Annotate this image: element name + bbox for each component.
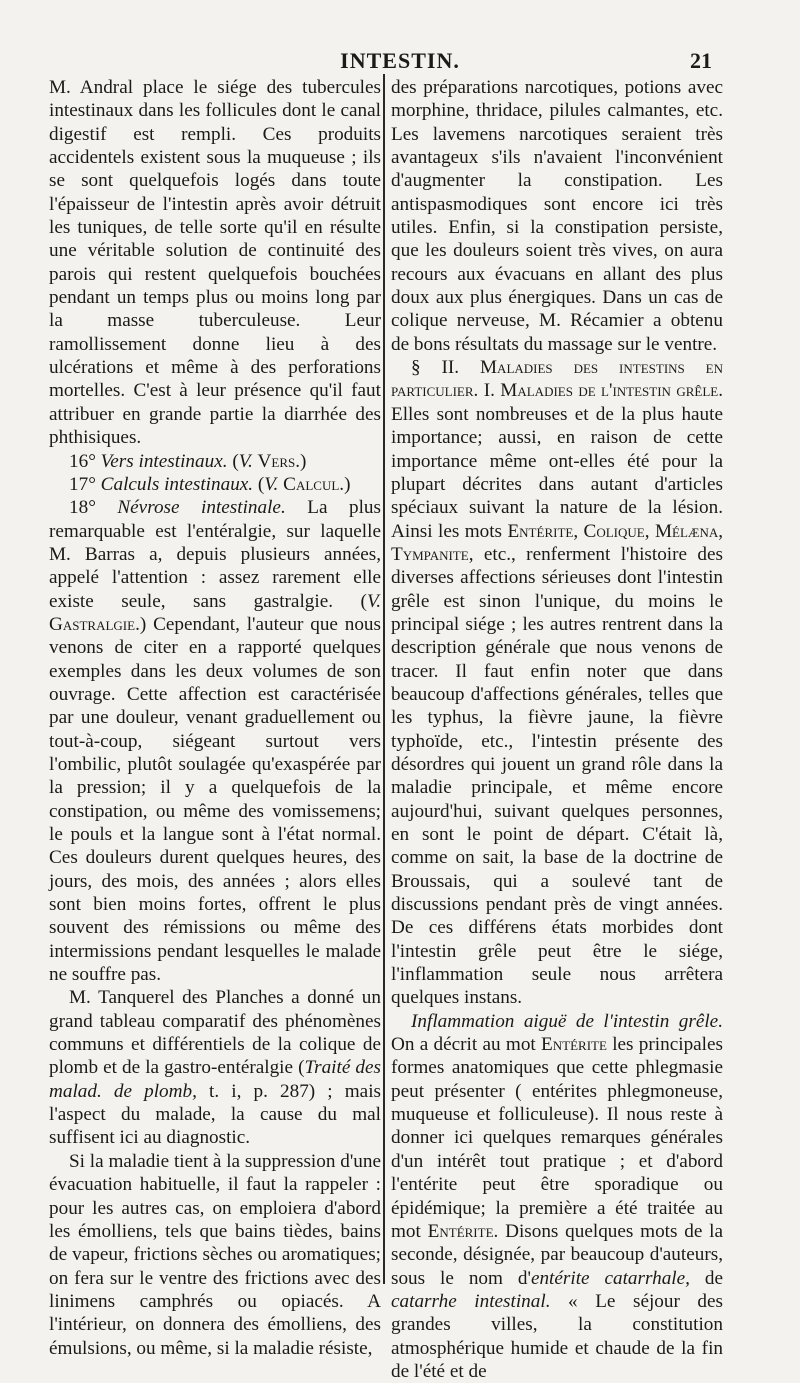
- small-caps-text: Entérite: [541, 1034, 607, 1056]
- italic-text: Névrose intestinale.: [117, 497, 286, 519]
- text-run: de: [689, 1267, 723, 1289]
- small-caps-text: Mélæna: [654, 520, 719, 542]
- small-caps-text: Vers: [257, 450, 296, 472]
- text-run: .) Cependant, l'auteur que nous venons de citer en a rapporté quelques exemples dans les deux volumes de son ouvrage. Cette affection est caractérisée par une douleur, venant graduellement ou tout-à-coup, siégeant surtout vers l'ombilic, plutôt soulagée qu'exaspérée par la pression; il y a quelquefois de la constipation, ou même des vomissemens; le pouls et la langue sont à l'état normal. Ces douleurs durent quelques heures, des jours, des mois, des années ; alors elles sont bien moins fortes, offrent le plus souvent des rémissions ou même des intermissions pendant lesquelles le malade ne souffre pas.: [49, 613, 381, 986]
- text-run: ,: [644, 520, 655, 542]
- italic-text: Vers intestinaux.: [100, 450, 228, 472]
- italic-text: catarrhe intestinal.: [391, 1290, 551, 1312]
- column-divider: [383, 74, 385, 1284]
- italic-text: Calculs intestinaux.: [100, 473, 254, 495]
- text-run: des préparations narcotiques, potions avec morphine, thridace, pilules calmantes, etc. Les lavemens narcotiques seraient très avantageux s'ils n'avaient l'inconvénient d'augmenter la constipation. Les antispasmodiques sont encore ici très utiles. Enfin, si la constipation persiste, que les douleurs soient très vives, on aura recours aux évacuans en allant des plus doux aux plus énergiques. Dans un cas de colique nerveuse, M. Récamier a obtenu de bons résultats du massage sur le ventre.: [391, 77, 723, 355]
- page-header: [0, 48, 800, 74]
- small-caps-text: Maladies des intestins en particulier: [391, 357, 723, 402]
- italic-text: Inflammation aiguë de l'intestin grêle.: [411, 1010, 723, 1032]
- text-run: (: [253, 473, 265, 495]
- italic-text: entérite catarrhale,: [530, 1267, 690, 1289]
- paragraph: [49, 986, 381, 1149]
- text-run: 16°: [69, 450, 101, 472]
- text-run: M. Tanquerel des Planches a donné un grand tableau comparatif des phénomènes communs et différentiels de la colique de plomb et de la gastro-entéralgie (: [49, 987, 381, 1079]
- text-run: ,: [573, 520, 584, 542]
- text-run: § II.: [411, 357, 480, 379]
- small-caps-text: Maladies de l'intestin grêle: [500, 380, 719, 402]
- text-run: La plus remarquable est l'entéralgie, sur laquelle M. Barras a, depuis plusieurs années, appelé l'attention : assez rarement elle existe seule, sans gastralgie. (: [49, 497, 381, 612]
- paragraph: [391, 76, 723, 356]
- text-run: (: [227, 450, 239, 472]
- running-title: INTESTIN.: [340, 48, 460, 73]
- text-run: . Elles sont nombreuses et de la plus haute importance; aussi, en raison de cette importance même ont-elles été pour la plupart décrites dans autant d'articles spéciaux suivant la nature de la lésion. Ainsi les mots: [391, 380, 724, 542]
- paragraph: [391, 356, 723, 1010]
- paragraph: [391, 1010, 723, 1383]
- text-run: 18°: [69, 497, 118, 519]
- small-caps-text: Calcul: [283, 473, 340, 495]
- text-run: ,: [718, 520, 724, 542]
- small-caps-text: Colique: [583, 520, 645, 542]
- text-run: .): [295, 450, 307, 472]
- italic-text: V.: [366, 590, 381, 612]
- text-run: On a décrit au mot: [391, 1034, 542, 1056]
- page-number: 21: [690, 48, 712, 73]
- small-caps-text: Tympanite: [391, 543, 469, 565]
- small-caps-text: Entérite: [427, 1220, 494, 1242]
- text-run: Si la maladie tient à la suppression d'une évacuation habituelle, il faut la rappeler : pour les autres cas, on emploiera d'abord les émolliens, tels que bains tièdes, bains de vapeur, frictions sèches ou aromatiques; on fera sur le ventre des frictions avec des linimens camphrés ou opiacés. A l'intérieur, on donnera des émolliens, des émulsions, ou même, si la maladie résiste,: [49, 1150, 381, 1359]
- text-run: . I.: [473, 380, 501, 402]
- left-text-column: [49, 76, 381, 1360]
- paragraph: [49, 76, 381, 450]
- right-text-column: [391, 76, 723, 1383]
- italic-text: V.: [238, 450, 253, 472]
- text-run: .): [339, 473, 351, 495]
- paragraph: [49, 1150, 381, 1360]
- text-run: , etc., renferment l'histoire des diverses affections sérieuses dont l'intestin grêle est sinon l'unique, du moins le principal siége ; les autres rentrent dans la description générale que nous venons de tracer. Il faut enfin noter que dans beaucoup d'affections générales, telles que les typhus, la fièvre jaune, la fièvre typhoïde, etc., l'intestin présente des désordres qui jouent un grand rôle dans la maladie principale, et même encore aujourd'hui, suivant quelques personnes, en sont le point de départ. C'était là, comme on sait, la base de la doctrine de Broussais, qui a soulevé tant de discussions pendant près de vingt années. De ces différens états morbides dont l'intestin grêle peut être le siége, l'inflammation seule nous arrêtera quelques instans.: [391, 543, 723, 1009]
- text-run: « Le séjour des grandes villes, la constitution atmosphérique humide et chaude de la fin de l'été et de: [391, 1290, 723, 1382]
- paragraph: [49, 473, 381, 496]
- paragraph: [49, 496, 381, 986]
- text-run: les principales formes anatomiques que cette phlegmasie peut présenter ( entérites phlegmoneuse, muqueuse et folliculeuse). Il nous reste à donner ici quelques remarques générales d'un intérêt tout pratique ; et d'abord l'entérite peut être sporadique ou épidémique; la première a été traitée au mot: [391, 1034, 723, 1242]
- italic-text: V.: [264, 473, 279, 495]
- italic-text: Traité des malad. de plomb,: [49, 1057, 381, 1102]
- text-run: t. i, p. 287) ; mais l'aspect du malade, la cause du mal suffisent ici au diagnostic.: [49, 1080, 381, 1149]
- text-run: 17°: [69, 473, 101, 495]
- small-caps-text: Gastralgie: [49, 613, 136, 635]
- small-caps-text: Entérite: [507, 520, 574, 542]
- paragraph: [49, 450, 381, 473]
- text-run: . Disons quelques mots de la seconde, désignée, par beaucoup d'auteurs, sous le nom d': [391, 1220, 723, 1289]
- text-run: M. Andral place le siége des tubercules intestinaux dans les follicules dont le canal digestif est rempli. Ces produits accidentels existent sous la muqueuse ; ils se sont quelquefois logés dans toute l'épaisseur de l'intestin après avoir détruit les tuniques, de telle sorte qu'il en résulte une véritable solution de continuité des parois qui restent quelquefois bouchées pendant un temps plus ou moins long par la masse tuberculeuse. Leur ramollissement donne lieu à des ulcérations et même à des perforations mortelles. C'est à leur présence qu'il faut attribuer en grande partie la diarrhée des phthisiques.: [49, 77, 381, 449]
